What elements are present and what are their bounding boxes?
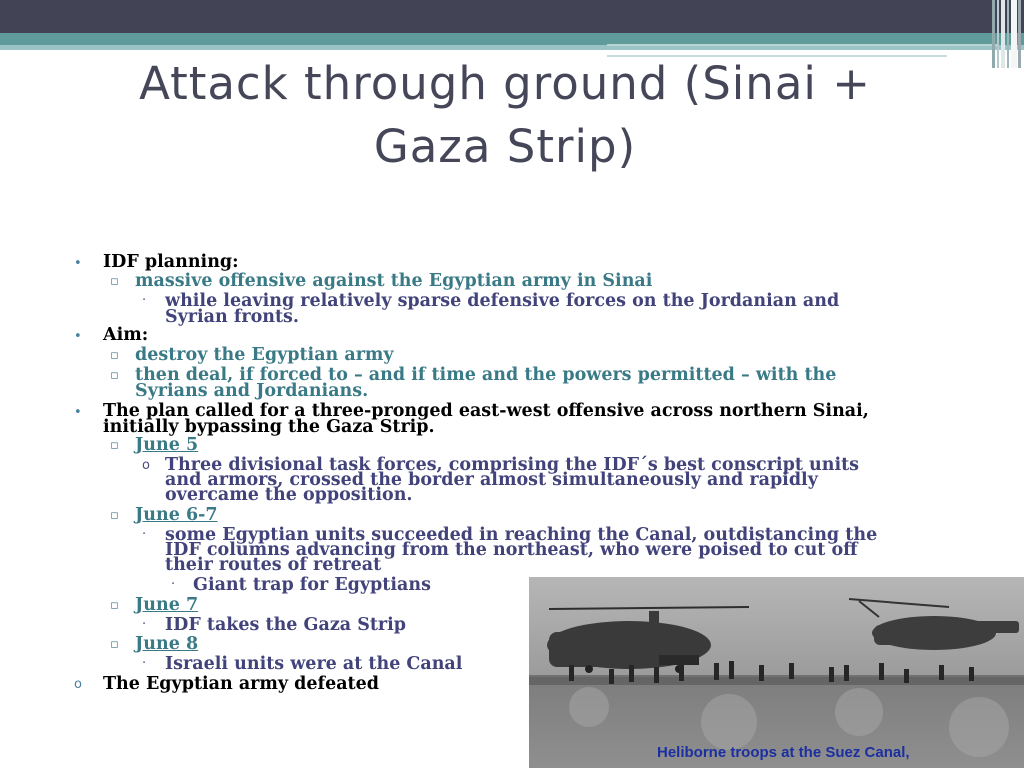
square-marker: ▫	[110, 508, 119, 523]
dot-marker: ·	[142, 293, 147, 308]
june67-text-line1: some Egyptian units succeeded in reaching the Canal, outdistancing the	[165, 525, 878, 545]
square-marker: ▫	[110, 438, 119, 453]
june5-text-line1: Three divisional task forces, comprising the IDF´s best conscript units	[165, 455, 860, 475]
june7-text: IDF takes the Gaza Strip	[165, 615, 407, 635]
final-egyptian-defeated: The Egyptian army defeated	[103, 674, 380, 694]
square-marker: ▫	[110, 348, 119, 363]
date-june-7: June 7	[135, 595, 199, 615]
date-june-8: June 8	[135, 634, 199, 654]
bullet-plan-line2: initially bypassing the Gaza Strip.	[103, 417, 435, 437]
date-june-5: June 5	[135, 435, 199, 455]
june67-text-line2: IDF columns advancing from the northeast, who were poised to cut off	[165, 540, 858, 560]
subbullet-destroy-army: destroy the Egyptian army	[135, 345, 394, 365]
dot-marker: ·	[142, 617, 147, 632]
slide-title-line2: Gaza Strip)	[373, 120, 637, 173]
square-marker: ▫	[110, 274, 119, 289]
heliborne-troops-photo	[529, 577, 1024, 768]
circle-marker: o	[74, 677, 82, 692]
june5-text-line3: overcame the opposition.	[165, 485, 413, 505]
bullet-marker: •	[74, 329, 82, 344]
dot-marker: ·	[142, 527, 147, 542]
bullet-idf-planning: IDF planning:	[103, 252, 239, 272]
subbullet-then-deal-line1: then deal, if forced to – and if time and the powers permitted – with the	[135, 365, 837, 385]
june67-giant-trap: Giant trap for Egyptians	[193, 575, 431, 595]
bullet-aim: Aim:	[103, 325, 149, 345]
subsub-jordanian-line2: Syrian fronts.	[165, 307, 300, 327]
subbullet-then-deal-line2: Syrians and Jordanians.	[135, 381, 369, 401]
dot-marker: ·	[171, 577, 176, 592]
date-june-6-7: June 6-7	[135, 505, 218, 525]
square-marker: ▫	[110, 598, 119, 613]
square-marker: ▫	[110, 637, 119, 652]
slide-title-line1: Attack through ground (Sinai +	[139, 57, 871, 110]
dot-marker: ·	[142, 656, 147, 671]
bullet-marker: •	[74, 256, 82, 271]
june5-text-line2: and armors, crossed the border almost simultaneously and rapidly	[165, 470, 818, 490]
circle-marker: o	[142, 458, 150, 473]
photo-caption: Heliborne troops at the Suez Canal,	[657, 744, 910, 761]
june67-text-line3: their routes of retreat	[165, 555, 382, 575]
bullet-plan-line1: The plan called for a three-pronged east-west offensive across northern Sinai,	[103, 401, 869, 421]
square-marker: ▫	[110, 368, 119, 383]
subbullet-massive-offensive: massive offensive against the Egyptian army in Sinai	[135, 271, 653, 291]
subsub-jordanian-line1: while leaving relatively sparse defensive forces on the Jordanian and	[165, 291, 840, 311]
bullet-marker: •	[74, 405, 82, 420]
june8-text: Israeli units were at the Canal	[165, 654, 463, 674]
